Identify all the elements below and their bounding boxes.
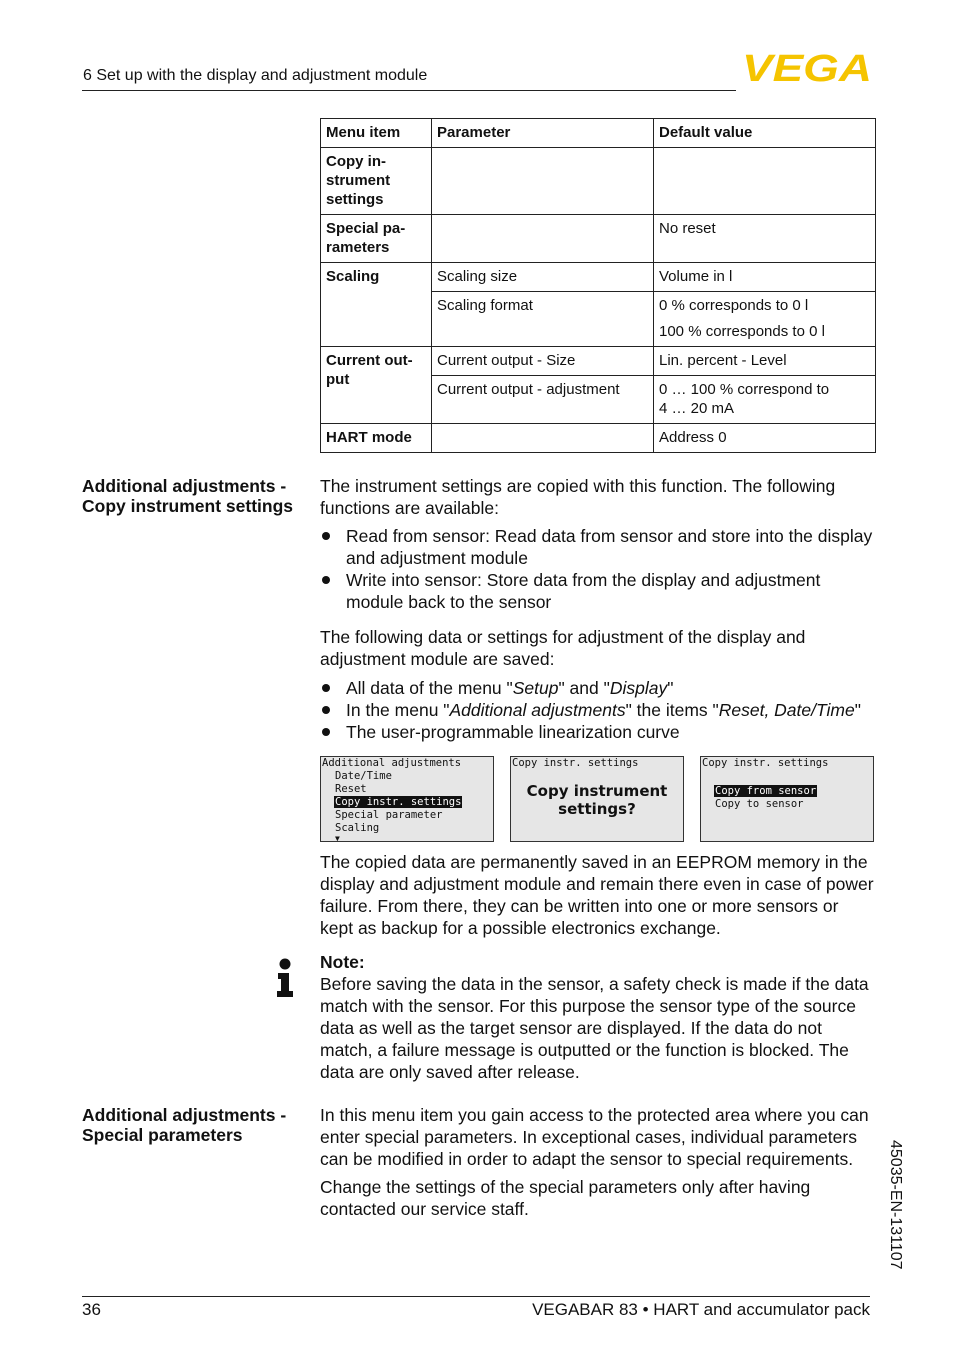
note-text: Before saving the data in the sensor, a safety check is made if the data match with the sensor. For this purpose the sensor type of the source data as well as the target sensor are displayed. If the data do not match, a failure message is outputted or the function is blocked. The data are only saved after release. [320,974,869,1082]
screen-item-selected: Copy instr. settings [335,796,462,808]
vega-logo [742,50,872,84]
param-current-size: Current output - Size [432,347,654,376]
menu-item-scaling: Scaling [321,263,432,347]
eeprom-paragraph: The copied data are permanently saved in an EEPROM memory in the display and adjustment module and remain there even in case of power failure. From there, they can be written into one or more sensors or kept as backup for a possible electronics exchange. [320,852,874,938]
side-heading-special: Additional adjustments - Special parameters [82,1105,287,1145]
special-section-body [320,1104,876,1220]
footer-product: VEGABAR 83 • HART and accumulator pack [532,1300,870,1319]
display-screen-options [700,756,874,842]
section-header: 6 Set up with the display and adjustment module [83,67,428,84]
table-row-hart [321,424,876,453]
menu-item-hart: HART mode [321,424,432,453]
confirm-question-line2: settings? [558,800,636,818]
special-p1: In this menu item you gain access to the protected area where you can enter special parameters. In exceptional cases, individual parameters can be modified in order to adapt the sensor to special requirements. [320,1105,869,1169]
param-scaling-size: Scaling size [432,263,654,292]
display-screen-confirm [510,756,684,842]
note-block [320,951,876,1083]
screen-item: Special parameter [335,809,443,821]
table-row-current-size [321,347,876,376]
table-header-row [321,119,876,148]
confirm-question-line1: Copy instrument [526,782,668,800]
function-list [320,525,876,613]
default-current-adjustment: 0 … 100 % correspond to 4 … 20 mA [654,376,876,424]
header-rule [82,90,736,91]
saved-intro: The following data or settings for adjustment of the display and adjustment module are saved: [320,627,806,669]
col-parameter: Parameter [432,119,654,148]
default-values-table [320,118,876,453]
screen-item: Scaling [335,822,380,834]
copy-section-body [320,475,876,743]
default-current-size: Lin. percent - Level [654,347,876,376]
default-scaling-format: 0 % corresponds to 0 l 100 % corresponds to 0 l [654,292,876,347]
col-menu-item: Menu item [321,119,432,148]
saved-list [320,677,876,743]
menu-item-copy: Copy in- strument settings [321,148,432,215]
vega-logo-text: VEGA [742,50,872,84]
page-number: 36 [82,1300,101,1319]
menu-item-current-output: Current out- put [321,347,432,424]
list-item: Read from sensor: Read data from sensor and store into the display and adjustment module [320,525,876,569]
note-title: Note: [320,952,365,972]
col-default-value: Default value [654,119,876,148]
option-copy-to-sensor: Copy to sensor [715,798,804,810]
screen-item: Date/Time [335,770,392,782]
special-p2: Change the settings of the special parameters only after having contacted our service staff. [320,1177,811,1219]
screen-item: Reset [335,783,367,795]
footer-rule [82,1296,870,1297]
param-current-adjustment: Current output - adjustment [432,376,654,424]
screen-title: Copy instr. settings [702,757,829,769]
option-copy-from-sensor: Copy from sensor [715,785,817,797]
default-scaling-size: Volume in l [654,263,876,292]
copy-intro: The instrument settings are copied with this function. The following functions are available: [320,476,836,518]
screen-title: Copy instr. settings [512,757,639,769]
side-heading-copy: Additional adjustments - Copy instrument settings [82,476,293,516]
menu-item-special: Special pa- rameters [321,215,432,263]
list-item: Write into sensor: Store data from the display and adjustment module back to the sensor [320,569,876,613]
default-special: No reset [654,215,876,263]
scroll-down-icon: ▼ [335,834,340,843]
info-icon [274,958,296,998]
default-hart: Address 0 [654,424,876,453]
param-scaling-format: Scaling format [432,292,654,347]
table-row-copy [321,148,876,215]
document-id: 45035-EN-131107 [887,1140,904,1270]
list-item: In the menu "Additional adjustments" the items "Reset, Date/Time" [320,699,876,721]
table-row-special [321,215,876,263]
screen-title: Additional adjustments [322,757,462,769]
list-item: The user-programmable linearization curve [320,721,876,743]
vega-logo-mark [742,50,872,84]
list-item: All data of the menu "Setup" and "Display" [320,677,876,699]
table-row-scaling-size [321,263,876,292]
display-screen-menu [320,756,494,842]
